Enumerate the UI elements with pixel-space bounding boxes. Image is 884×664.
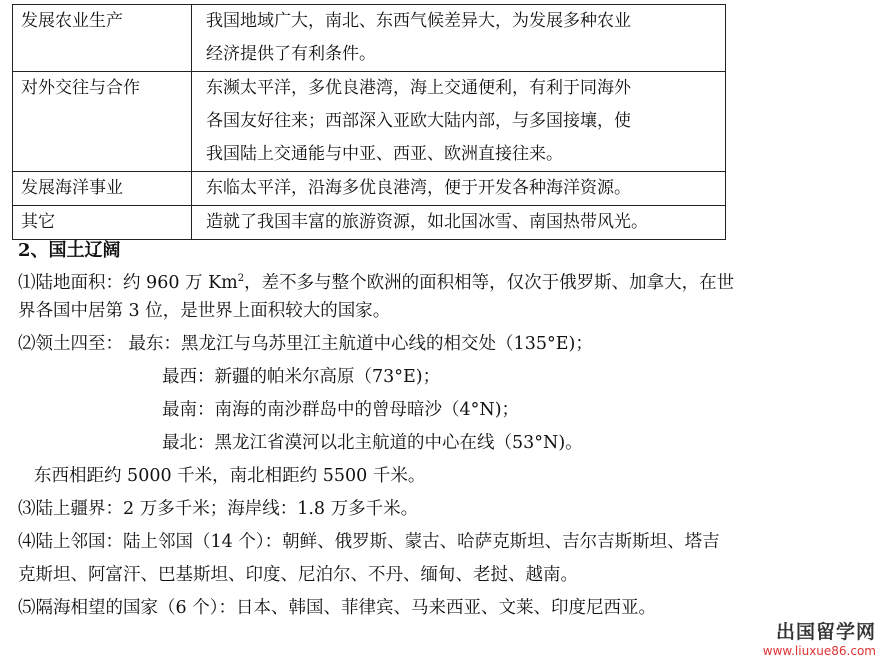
- table-row: [13, 206, 726, 240]
- table-row: [13, 172, 726, 206]
- text-line: 克斯坦、阿富汗、巴基斯坦、印度、尼泊尔、不丹、缅甸、老挝、越南。: [18, 565, 578, 585]
- row-value-line: 东临太平洋，沿海多优良港湾，便于开发各种海洋资源。: [206, 178, 631, 198]
- row-value: [192, 5, 726, 72]
- row-value-line: 我国陆上交通能与中亚、西亚、欧洲直接往来。: [206, 144, 563, 164]
- table-row: [13, 5, 726, 72]
- row-value-line: 造就了我国丰富的旅游资源，如北国冰雪、南国热带风光。: [206, 212, 648, 232]
- row-key: 发展农业生产: [13, 5, 192, 72]
- text-line: ⑵领土四至： 最东：黑龙江与乌苏里江主航道中心线的相交处（135°E)；: [18, 334, 593, 354]
- section-title: 2、国土辽阔: [18, 240, 121, 261]
- row-value-line: 我国地域广大，南北、东西气候差异大，为发展多种农业: [206, 11, 631, 31]
- row-key: 对外交往与合作: [13, 72, 192, 172]
- text-line: 最西：新疆的帕米尔高原（73°E)；: [162, 367, 441, 387]
- text-line-area: [18, 262, 868, 295]
- text-line: 最北：黑龙江省漠河以北主航道的中心在线（53°N)。: [162, 433, 583, 453]
- text-line: ⑷陆上邻国：陆上邻国（14 个）：朝鲜、俄罗斯、蒙古、哈萨克斯坦、吉尔吉斯斯坦、塔吉: [18, 532, 720, 552]
- text-segment: ，差不多与整个欧洲的面积相等，仅次于俄罗斯、加拿大，在世: [244, 272, 735, 293]
- row-key: 其它: [13, 206, 192, 240]
- text-line: ⑸隔海相望的国家（6 个）：日本、韩国、菲律宾、马来西亚、文莱、印度尼西亚。: [18, 598, 656, 618]
- text-line: 最南：南海的南沙群岛中的曾母暗沙（4°N)；: [162, 400, 520, 420]
- body-text: [18, 262, 868, 625]
- row-value-line: 各国友好往来；西部深入亚欧大陆内部，与多国接壤，使: [206, 111, 631, 131]
- row-value: [192, 206, 726, 240]
- watermark-url: www.liuxue86.com: [762, 644, 876, 658]
- text-line: 界各国中居第 3 位，是世界上面积较大的国家。: [18, 301, 391, 321]
- text-line: ⑶陆上疆界：2 万多千米；海岸线：1.8 万多千米。: [18, 499, 419, 519]
- superscript: 2: [237, 273, 245, 284]
- row-value: [192, 172, 726, 206]
- advantages-table: [12, 4, 726, 240]
- watermark: [763, 617, 876, 658]
- row-value-line: 经济提供了有利条件。: [206, 44, 376, 64]
- watermark-name: 出国留学网: [775, 621, 876, 643]
- row-value: [192, 72, 726, 172]
- text-line: 东西相距约 5000 千米，南北相距约 5500 千米。: [34, 466, 426, 486]
- row-key: 发展海洋事业: [13, 172, 192, 206]
- text-segment: ⑴陆地面积：约 960 万 Km: [18, 272, 238, 293]
- row-value-line: 东濒太平洋，多优良港湾，海上交通便利，有利于同海外: [206, 78, 631, 98]
- table-row: [13, 72, 726, 172]
